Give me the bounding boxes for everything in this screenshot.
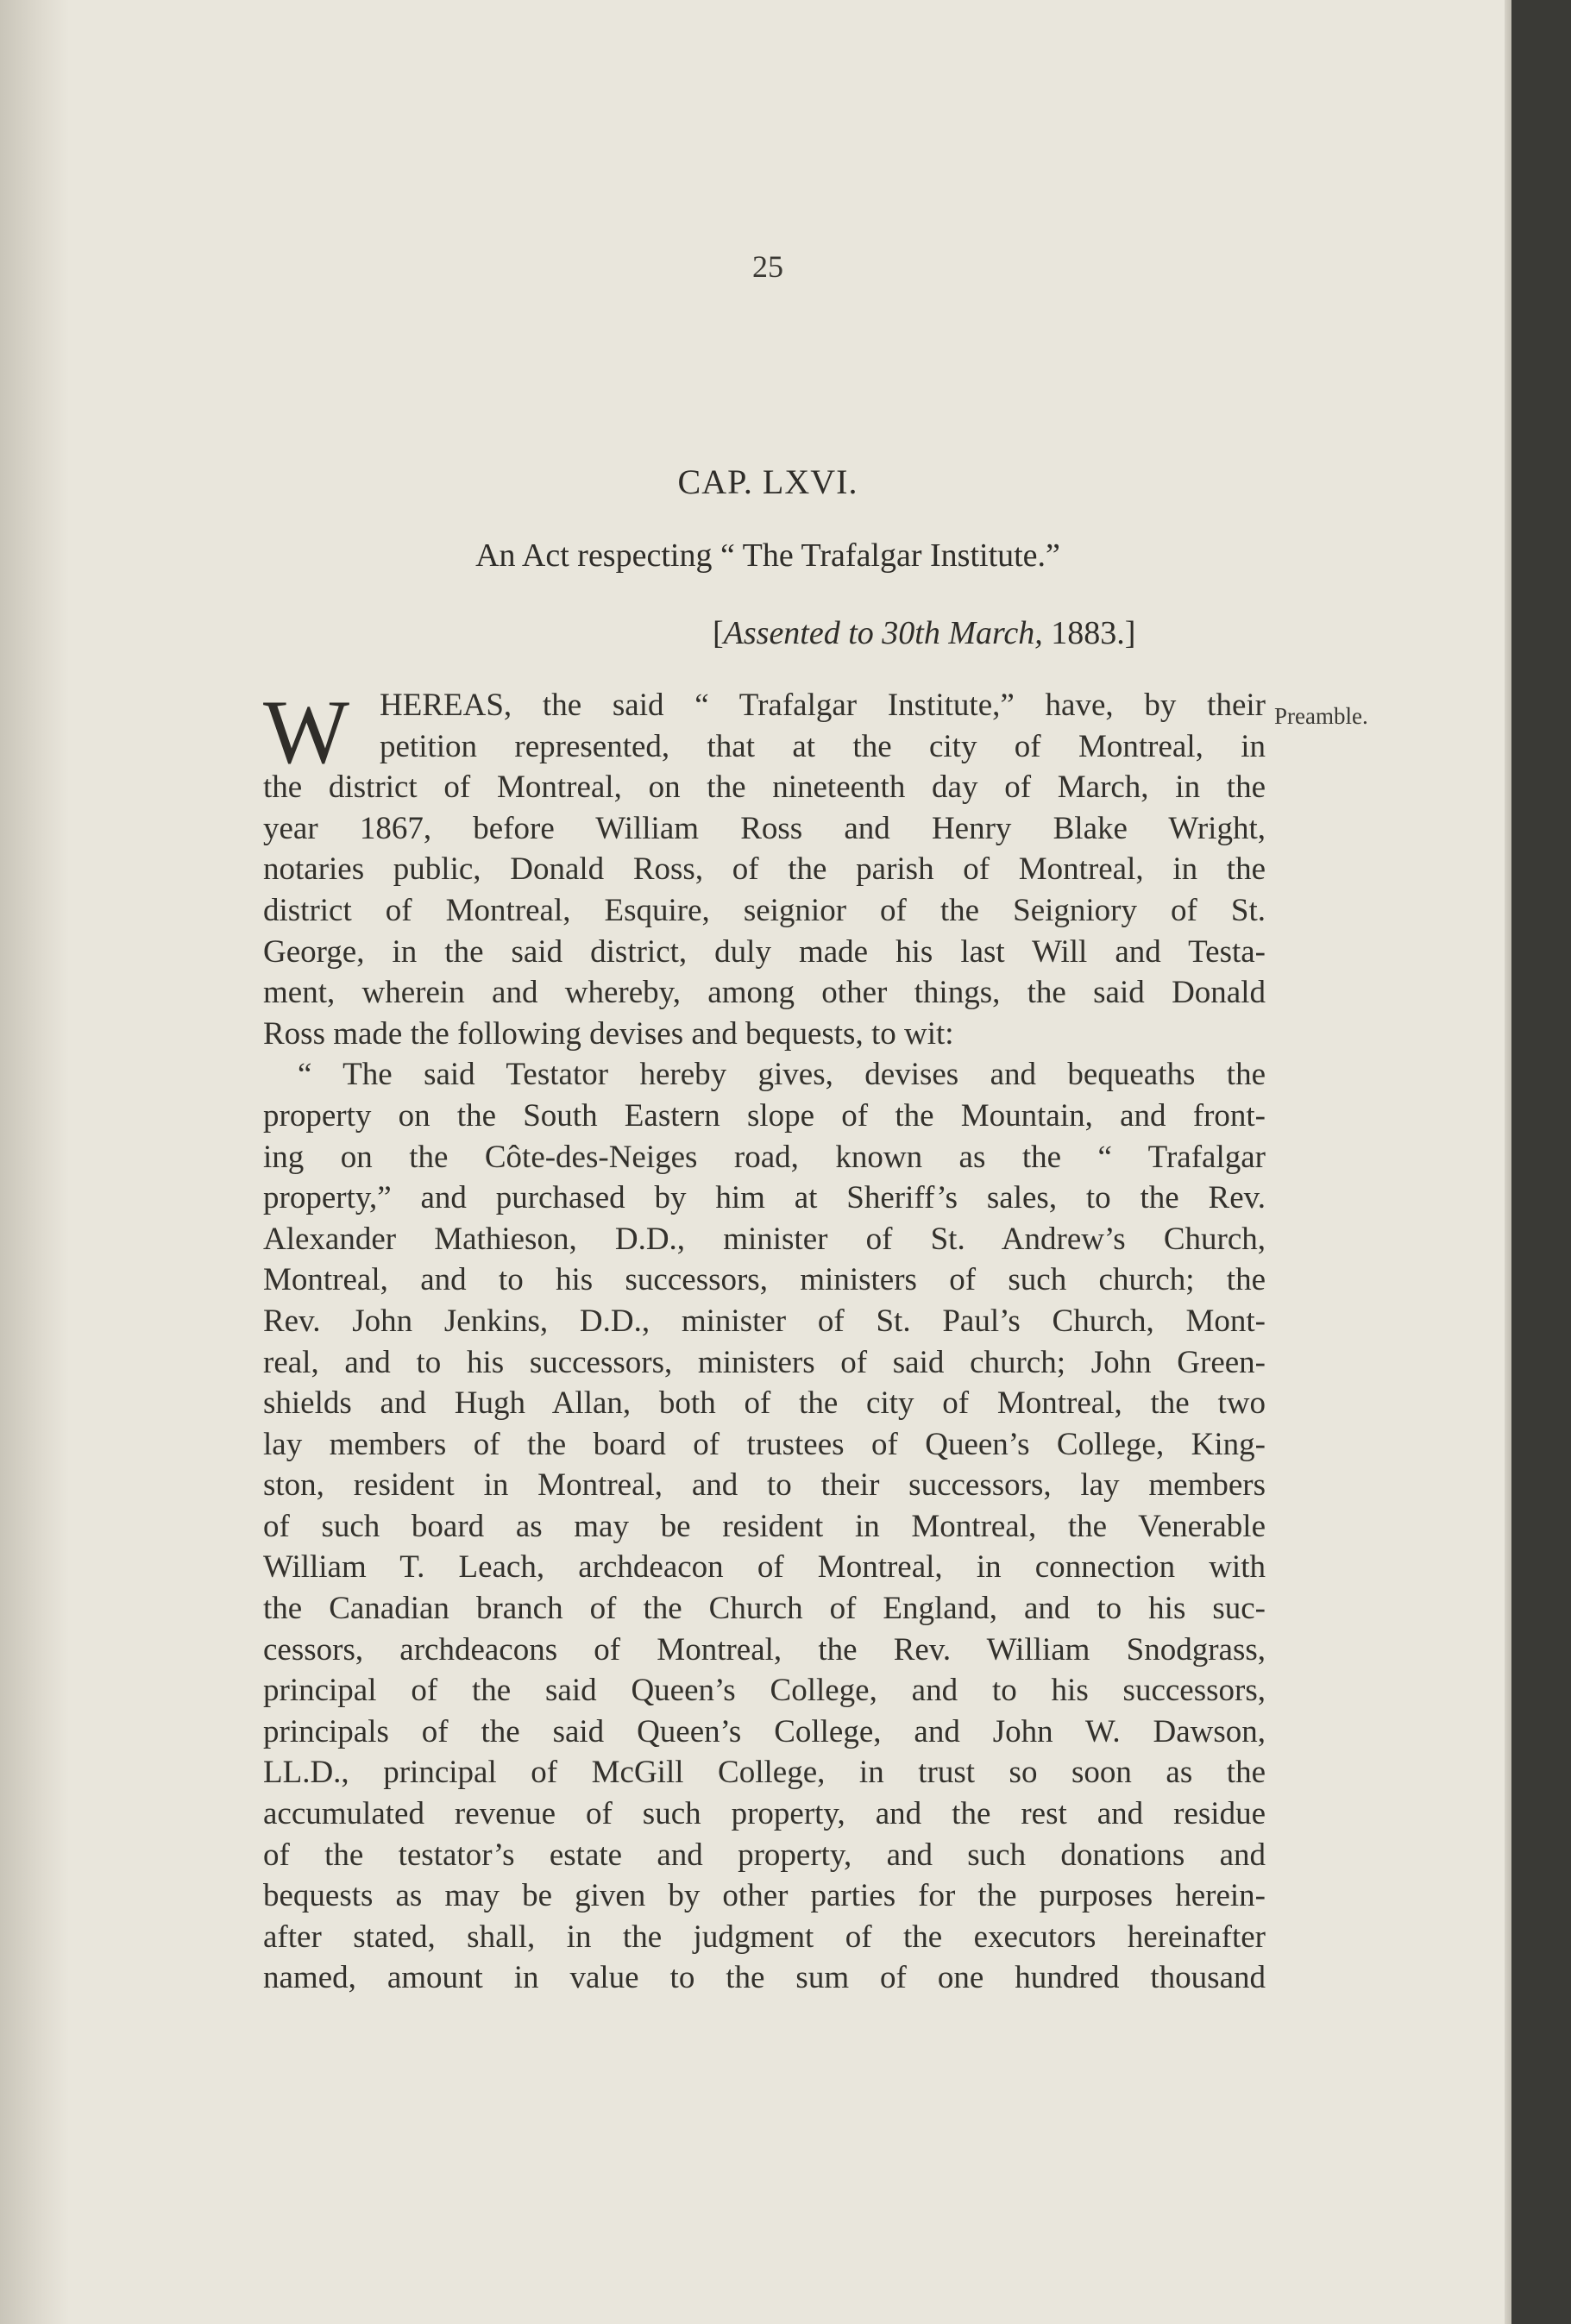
assent-date — [713, 614, 1135, 652]
text-line: Montreal, and to his successors, ministers of such church; the — [263, 1262, 1266, 1298]
text-line: year 1867, before William Ross and Henry Blake Wright, — [263, 810, 1266, 846]
page-edge — [1505, 0, 1511, 2324]
text-line: Ross made the following devises and bequests, to wit: — [263, 1015, 954, 1052]
body-text — [263, 681, 1266, 1999]
assent-open-bracket: [ — [713, 615, 724, 651]
text-line: property on the South Eastern slope of the Mountain, and front- — [263, 1097, 1266, 1134]
text-line: principal of the said Queen’s College, and to his successors, — [263, 1673, 1266, 1709]
assent-year: 1883.] — [1042, 615, 1136, 651]
text-line: Alexander Mathieson, D.D., minister of St. Andrew’s Church, — [263, 1221, 1266, 1257]
text-line: district of Montreal, Esquire, seignior of the Seigniory of St. — [263, 892, 1266, 928]
text-line: property,” and purchased by him at Sheriff’s sales, to the Rev. — [263, 1180, 1266, 1216]
text-line: William T. Leach, archdeacon of Montreal, in connection with — [263, 1549, 1266, 1586]
text-line: Rev. John Jenkins, D.D., minister of St. Paul’s Church, Mont- — [263, 1303, 1266, 1339]
text-line: bequests as may be given by other parties for the purposes herein- — [263, 1878, 1266, 1914]
text-line: notaries public, Donald Ross, of the parish of Montreal, in the — [263, 851, 1266, 888]
chapter-title: CAP. LXVI. — [677, 462, 858, 501]
assent-italic: Assented to 30th March, — [723, 615, 1043, 651]
margin-note-preamble: Preamble. — [1274, 703, 1368, 729]
page-number: 25 — [752, 249, 783, 284]
text-line: principals of the said Queen’s College, and John W. Dawson, — [263, 1713, 1266, 1749]
text-line: ment, wherein and whereby, among other things, the said Donald — [263, 975, 1266, 1011]
text-line: the Canadian branch of the Church of England, and to his suc- — [263, 1591, 1266, 1627]
text-line: the district of Montreal, on the nineteenth day of March, in the — [263, 769, 1266, 806]
text-line: shields and Hugh Allan, both of the city of Montreal, the two — [263, 1385, 1266, 1422]
text-line: after stated, shall, in the judgment of the executors hereinafter — [263, 1919, 1266, 1955]
text-line: accumulated revenue of such property, and the rest and residue — [263, 1796, 1266, 1832]
text-line: petition represented, that at the city of Montreal, in — [380, 728, 1266, 764]
text-line: George, in the said district, duly made his last Will and Testa- — [263, 933, 1266, 970]
text-line: LL.D., principal of McGill College, in trust so soon as the — [263, 1755, 1266, 1791]
text-line: “ The said Testator hereby gives, devises and bequeaths the — [298, 1057, 1266, 1093]
text-line: cessors, archdeacons of Montreal, the Rev. William Snodgrass, — [263, 1631, 1266, 1668]
text-line: lay members of the board of trustees of Queen’s College, King- — [263, 1426, 1266, 1462]
act-title: An Act respecting “ The Trafalgar Institute.” — [475, 537, 1060, 574]
text-line: HEREAS, the said “ Trafalgar Institute,” have, by their — [380, 688, 1266, 723]
drop-cap: W — [263, 681, 350, 782]
text-line: ing on the Côte-des-Neiges road, known as the “ Trafalgar — [263, 1139, 1266, 1175]
text-line: real, and to his successors, ministers of said church; John Green- — [263, 1344, 1266, 1380]
text-line: of such board as may be resident in Montreal, the Venerable — [263, 1508, 1266, 1544]
text-line: named, amount in value to the sum of one hundred thousand — [263, 1960, 1266, 1996]
page-gutter-shadow — [0, 0, 69, 2324]
text-line: of the testator’s estate and property, and such donations and — [263, 1837, 1266, 1873]
text-line: ston, resident in Montreal, and to their successors, lay members — [263, 1467, 1266, 1504]
